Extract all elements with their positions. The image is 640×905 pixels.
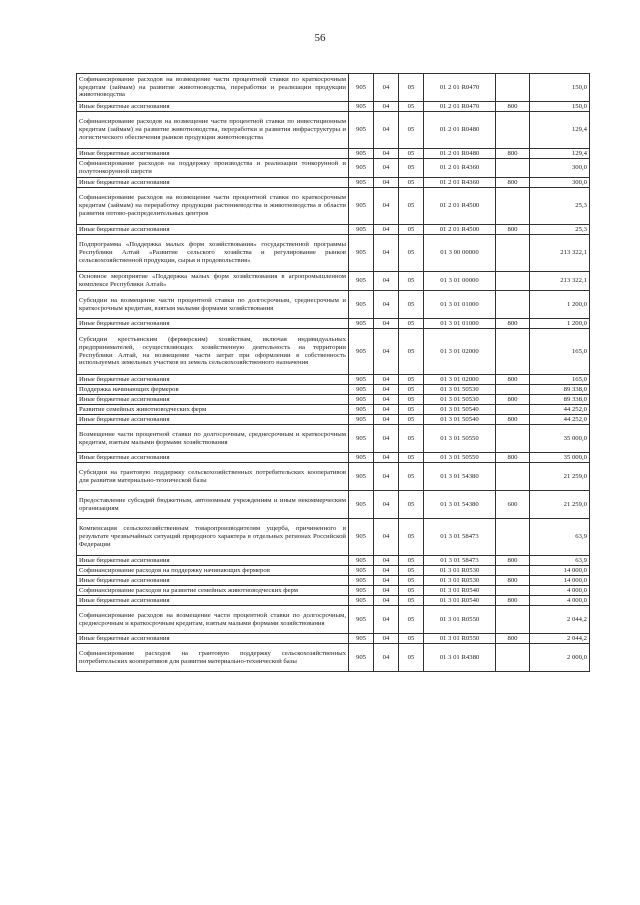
row-subsection-code: 05 <box>399 586 424 596</box>
row-subsection-code: 05 <box>399 556 424 566</box>
table-row <box>77 375 590 385</box>
table-row <box>77 385 590 395</box>
row-amount: 2 044,2 <box>530 634 590 644</box>
row-amount: 89 338,0 <box>530 385 590 395</box>
row-expense-type-code: 800 <box>496 556 530 566</box>
row-subsection-code: 05 <box>399 415 424 425</box>
row-name: Иные бюджетные ассигнования <box>77 576 349 586</box>
row-target-code: 01 3 01 50540 <box>424 405 496 415</box>
table-row <box>77 395 590 405</box>
row-expense-type-code: 600 <box>496 491 530 519</box>
row-section-code: 04 <box>374 188 399 225</box>
row-section-code: 04 <box>374 102 399 112</box>
row-name: Подпрограмма «Поддержка малых форм хозяйствования» государственной программы Республики Алтай «Развитие сельского хозяйства и регулирование рынков сельскохозяйственной продукции, сырья и продовольствия» <box>77 235 349 272</box>
row-target-code: 01 2 01 R4500 <box>424 188 496 225</box>
row-amount: 89 338,0 <box>530 395 590 405</box>
row-ministry-code: 905 <box>349 425 374 453</box>
row-target-code: 01 3 01 R4380 <box>424 644 496 672</box>
row-amount: 165,0 <box>530 375 590 385</box>
row-target-code: 01 3 01 R0530 <box>424 576 496 586</box>
row-expense-type-code <box>496 159 530 178</box>
table-row <box>77 112 590 149</box>
table-row <box>77 235 590 272</box>
row-target-code: 01 2 01 R0470 <box>424 74 496 102</box>
row-target-code: 01 2 01 R4500 <box>424 225 496 235</box>
row-section-code: 04 <box>374 519 399 556</box>
row-amount: 25,3 <box>530 225 590 235</box>
row-target-code: 01 3 01 50540 <box>424 415 496 425</box>
row-expense-type-code: 800 <box>496 634 530 644</box>
row-expense-type-code <box>496 463 530 491</box>
row-subsection-code: 05 <box>399 425 424 453</box>
row-ministry-code: 905 <box>349 188 374 225</box>
row-name: Субсидии на грантовую поддержку сельскохозяйственных потребительских кооперативов для развития материально-технической базы <box>77 463 349 491</box>
row-section-code: 04 <box>374 225 399 235</box>
row-subsection-code: 05 <box>399 453 424 463</box>
table-row <box>77 272 590 291</box>
row-expense-type-code: 800 <box>496 395 530 405</box>
row-ministry-code: 905 <box>349 453 374 463</box>
row-name: Компенсация сельскохозяйственным товаропроизводителям ущерба, причиненного в результате чрезвычайных ситуаций природного характера в отдельных регионах Российской Федерации <box>77 519 349 556</box>
row-ministry-code: 905 <box>349 291 374 319</box>
row-subsection-code: 05 <box>399 644 424 672</box>
row-section-code: 04 <box>374 395 399 405</box>
row-amount: 63,9 <box>530 519 590 556</box>
row-expense-type-code: 800 <box>496 319 530 329</box>
row-target-code: 01 2 01 R0470 <box>424 102 496 112</box>
row-ministry-code: 905 <box>349 405 374 415</box>
row-subsection-code: 05 <box>399 395 424 405</box>
row-amount: 35 000,0 <box>530 453 590 463</box>
row-section-code: 04 <box>374 576 399 586</box>
row-subsection-code: 05 <box>399 405 424 415</box>
row-amount: 129,4 <box>530 149 590 159</box>
row-target-code: 01 3 01 R0540 <box>424 586 496 596</box>
row-name: Возмещение части процентной ставки по долгосрочным, среднесрочным и краткосрочным кредитам, взятым малыми формами хозяйствования <box>77 425 349 453</box>
row-section-code: 04 <box>374 319 399 329</box>
row-amount: 1 200,0 <box>530 319 590 329</box>
row-ministry-code: 905 <box>349 74 374 102</box>
row-subsection-code: 05 <box>399 149 424 159</box>
row-expense-type-code: 800 <box>496 102 530 112</box>
row-expense-type-code: 800 <box>496 596 530 606</box>
table-body <box>77 74 590 672</box>
row-expense-type-code <box>496 425 530 453</box>
row-expense-type-code <box>496 385 530 395</box>
row-name: Иные бюджетные ассигнования <box>77 634 349 644</box>
row-section-code: 04 <box>374 291 399 319</box>
row-subsection-code: 05 <box>399 159 424 178</box>
row-name: Софинансирование расходов на грантовую поддержку сельскохозяйственных потребительских кооперативов для развития материально-технической базы <box>77 644 349 672</box>
row-ministry-code: 905 <box>349 329 374 375</box>
row-section-code: 04 <box>374 159 399 178</box>
row-name: Иные бюджетные ассигнования <box>77 453 349 463</box>
row-subsection-code: 05 <box>399 319 424 329</box>
row-name: Софинансирование расходов на развитие семейных животноводческих ферм <box>77 586 349 596</box>
row-expense-type-code <box>496 188 530 225</box>
row-name: Иные бюджетные ассигнования <box>77 319 349 329</box>
row-target-code: 01 3 01 50530 <box>424 385 496 395</box>
row-ministry-code: 905 <box>349 606 374 634</box>
row-subsection-code: 05 <box>399 235 424 272</box>
row-amount: 300,0 <box>530 178 590 188</box>
row-amount: 14 000,0 <box>530 576 590 586</box>
row-ministry-code: 905 <box>349 644 374 672</box>
row-name: Иные бюджетные ассигнования <box>77 178 349 188</box>
row-name: Субсидии крестьянским (фермерским) хозяйствам, включая индивидуальных предпринимателей, осуществляющих хозяйственную деятельность на территории Республики Алтай, на возмещение части затрат при оформлении в собственность используемых земельных участков из земель сельскохозяйственного назначения <box>77 329 349 375</box>
row-amount: 2 044,2 <box>530 606 590 634</box>
row-name: Иные бюджетные ассигнования <box>77 149 349 159</box>
row-ministry-code: 905 <box>349 385 374 395</box>
row-subsection-code: 05 <box>399 74 424 102</box>
row-amount: 129,4 <box>530 112 590 149</box>
row-expense-type-code <box>496 112 530 149</box>
row-name: Основное мероприятие «Поддержка малых форм хозяйствования в агропромышленном комплексе Республики Алтай» <box>77 272 349 291</box>
row-expense-type-code <box>496 74 530 102</box>
table-row <box>77 225 590 235</box>
row-section-code: 04 <box>374 596 399 606</box>
table-row <box>77 102 590 112</box>
row-ministry-code: 905 <box>349 415 374 425</box>
table-row <box>77 519 590 556</box>
table-row <box>77 405 590 415</box>
row-section-code: 04 <box>374 385 399 395</box>
row-amount: 21 259,0 <box>530 463 590 491</box>
row-section-code: 04 <box>374 375 399 385</box>
row-section-code: 04 <box>374 566 399 576</box>
row-target-code: 01 3 01 02000 <box>424 329 496 375</box>
row-ministry-code: 905 <box>349 102 374 112</box>
row-subsection-code: 05 <box>399 606 424 634</box>
row-amount: 213 322,1 <box>530 272 590 291</box>
row-target-code: 01 3 01 01000 <box>424 319 496 329</box>
row-subsection-code: 05 <box>399 519 424 556</box>
table-row <box>77 463 590 491</box>
row-amount: 1 200,0 <box>530 291 590 319</box>
row-ministry-code: 905 <box>349 634 374 644</box>
row-ministry-code: 905 <box>349 235 374 272</box>
table-row <box>77 159 590 178</box>
budget-table <box>76 73 590 672</box>
row-subsection-code: 05 <box>399 188 424 225</box>
row-amount: 2 000,0 <box>530 644 590 672</box>
row-section-code: 04 <box>374 556 399 566</box>
row-target-code: 01 3 01 00000 <box>424 272 496 291</box>
row-ministry-code: 905 <box>349 586 374 596</box>
row-subsection-code: 05 <box>399 272 424 291</box>
row-ministry-code: 905 <box>349 375 374 385</box>
row-target-code: 01 3 01 54380 <box>424 463 496 491</box>
row-expense-type-code <box>496 644 530 672</box>
row-amount: 25,3 <box>530 188 590 225</box>
row-ministry-code: 905 <box>349 395 374 405</box>
row-expense-type-code: 800 <box>496 149 530 159</box>
row-target-code: 01 3 00 00000 <box>424 235 496 272</box>
table-row <box>77 291 590 319</box>
row-target-code: 01 3 01 58473 <box>424 556 496 566</box>
row-name: Иные бюджетные ассигнования <box>77 102 349 112</box>
row-target-code: 01 3 01 R0550 <box>424 606 496 634</box>
row-amount: 4 000,0 <box>530 586 590 596</box>
table-row <box>77 491 590 519</box>
table-row <box>77 644 590 672</box>
row-ministry-code: 905 <box>349 491 374 519</box>
row-section-code: 04 <box>374 425 399 453</box>
row-name: Иные бюджетные ассигнования <box>77 225 349 235</box>
row-expense-type-code <box>496 329 530 375</box>
row-ministry-code: 905 <box>349 272 374 291</box>
table-row <box>77 576 590 586</box>
row-ministry-code: 905 <box>349 463 374 491</box>
row-ministry-code: 905 <box>349 159 374 178</box>
row-expense-type-code: 800 <box>496 375 530 385</box>
row-target-code: 01 3 01 R0540 <box>424 596 496 606</box>
table-row <box>77 566 590 576</box>
table-row <box>77 596 590 606</box>
row-section-code: 04 <box>374 74 399 102</box>
row-amount: 150,0 <box>530 102 590 112</box>
table-row <box>77 188 590 225</box>
row-subsection-code: 05 <box>399 566 424 576</box>
row-expense-type-code: 800 <box>496 225 530 235</box>
row-amount: 44 252,0 <box>530 415 590 425</box>
row-subsection-code: 05 <box>399 225 424 235</box>
row-subsection-code: 05 <box>399 596 424 606</box>
row-expense-type-code <box>496 272 530 291</box>
row-subsection-code: 05 <box>399 102 424 112</box>
row-subsection-code: 05 <box>399 329 424 375</box>
row-expense-type-code: 800 <box>496 576 530 586</box>
row-target-code: 01 3 01 50530 <box>424 395 496 405</box>
row-section-code: 04 <box>374 415 399 425</box>
row-section-code: 04 <box>374 463 399 491</box>
row-name: Иные бюджетные ассигнования <box>77 395 349 405</box>
row-name: Развитие семейных животноводческих ферм <box>77 405 349 415</box>
row-target-code: 01 3 01 R0530 <box>424 566 496 576</box>
row-target-code: 01 3 01 58473 <box>424 519 496 556</box>
table-row <box>77 149 590 159</box>
row-ministry-code: 905 <box>349 596 374 606</box>
row-expense-type-code: 800 <box>496 415 530 425</box>
row-target-code: 01 3 01 54380 <box>424 491 496 519</box>
row-expense-type-code: 800 <box>496 453 530 463</box>
row-amount: 150,0 <box>530 74 590 102</box>
row-target-code: 01 2 01 R0480 <box>424 149 496 159</box>
row-ministry-code: 905 <box>349 556 374 566</box>
row-expense-type-code <box>496 235 530 272</box>
row-target-code: 01 3 01 02000 <box>424 375 496 385</box>
row-target-code: 01 2 01 R4360 <box>424 159 496 178</box>
row-section-code: 04 <box>374 149 399 159</box>
row-expense-type-code <box>496 586 530 596</box>
row-amount: 35 000,0 <box>530 425 590 453</box>
row-target-code: 01 3 01 01000 <box>424 291 496 319</box>
row-name: Софинансирование расходов на возмещение части процентной ставки по краткосрочным кредитам (займам) на развитие животноводства, переработки и реализации продукции животноводства <box>77 74 349 102</box>
row-target-code: 01 2 01 R0480 <box>424 112 496 149</box>
row-name: Софинансирование расходов на возмещение части процентной ставки по инвестиционным кредитам (займам) на развитие животноводства, переработки и развития инфраструктуры и логистического обеспечения рынков продукции животноводства <box>77 112 349 149</box>
row-target-code: 01 3 01 R0550 <box>424 634 496 644</box>
row-section-code: 04 <box>374 491 399 519</box>
table-row <box>77 586 590 596</box>
row-name: Софинансирование расходов на поддержку начинающих фермеров <box>77 566 349 576</box>
row-name: Предоставление субсидий бюджетным, автономным учреждениям и иным некоммерческим организациям <box>77 491 349 519</box>
row-target-code: 01 3 01 50550 <box>424 425 496 453</box>
row-amount: 4 000,0 <box>530 596 590 606</box>
row-subsection-code: 05 <box>399 178 424 188</box>
row-subsection-code: 05 <box>399 463 424 491</box>
row-section-code: 04 <box>374 329 399 375</box>
row-subsection-code: 05 <box>399 491 424 519</box>
table-row <box>77 319 590 329</box>
row-section-code: 04 <box>374 112 399 149</box>
row-expense-type-code <box>496 291 530 319</box>
row-name: Софинансирование расходов на возмещение части процентной ставки по долгосрочным, среднесрочным и краткосрочным кредитам, взятым малыми формами хозяйствования <box>77 606 349 634</box>
table-row <box>77 556 590 566</box>
row-name: Иные бюджетные ассигнования <box>77 596 349 606</box>
row-ministry-code: 905 <box>349 149 374 159</box>
row-ministry-code: 905 <box>349 225 374 235</box>
row-subsection-code: 05 <box>399 576 424 586</box>
row-section-code: 04 <box>374 453 399 463</box>
row-section-code: 04 <box>374 405 399 415</box>
table-row <box>77 74 590 102</box>
row-name: Софинансирование расходов на возмещение части процентной ставки по краткосрочным кредитам (займам) на переработку продукции растениеводства и животноводства в области развития оптово-распределительных центров <box>77 188 349 225</box>
row-section-code: 04 <box>374 272 399 291</box>
row-target-code: 01 2 01 R4360 <box>424 178 496 188</box>
row-name: Иные бюджетные ассигнования <box>77 415 349 425</box>
row-subsection-code: 05 <box>399 375 424 385</box>
row-section-code: 04 <box>374 606 399 634</box>
table-row <box>77 453 590 463</box>
row-amount: 165,0 <box>530 329 590 375</box>
row-amount: 44 252,0 <box>530 405 590 415</box>
table-row <box>77 329 590 375</box>
row-subsection-code: 05 <box>399 385 424 395</box>
row-name: Иные бюджетные ассигнования <box>77 375 349 385</box>
row-ministry-code: 905 <box>349 519 374 556</box>
row-section-code: 04 <box>374 644 399 672</box>
row-section-code: 04 <box>374 178 399 188</box>
row-amount: 21 259,0 <box>530 491 590 519</box>
row-ministry-code: 905 <box>349 566 374 576</box>
row-name: Субсидии на возмещение части процентной ставки по долгосрочным, среднесрочным и краткосрочным кредитам, взятым малыми формами хозяйствования <box>77 291 349 319</box>
row-amount: 63,9 <box>530 556 590 566</box>
row-name: Поддержка начинающих фермеров <box>77 385 349 395</box>
row-ministry-code: 905 <box>349 319 374 329</box>
row-ministry-code: 905 <box>349 576 374 586</box>
row-amount: 300,0 <box>530 159 590 178</box>
row-subsection-code: 05 <box>399 634 424 644</box>
row-expense-type-code <box>496 405 530 415</box>
row-target-code: 01 3 01 50550 <box>424 453 496 463</box>
row-ministry-code: 905 <box>349 178 374 188</box>
page-number: 56 <box>314 32 326 44</box>
row-amount: 14 000,0 <box>530 566 590 576</box>
table-row <box>77 425 590 453</box>
row-section-code: 04 <box>374 235 399 272</box>
row-expense-type-code <box>496 566 530 576</box>
table-row <box>77 606 590 634</box>
table-row <box>77 415 590 425</box>
row-expense-type-code <box>496 519 530 556</box>
row-section-code: 04 <box>374 634 399 644</box>
table-row <box>77 178 590 188</box>
row-amount: 213 322,1 <box>530 235 590 272</box>
row-subsection-code: 05 <box>399 291 424 319</box>
row-section-code: 04 <box>374 586 399 596</box>
row-ministry-code: 905 <box>349 112 374 149</box>
table-row <box>77 634 590 644</box>
row-expense-type-code: 800 <box>496 178 530 188</box>
row-expense-type-code <box>496 606 530 634</box>
row-name: Софинансирование расходов на поддержку производства и реализации тонкорунной и полутонкорунной шерсти <box>77 159 349 178</box>
row-subsection-code: 05 <box>399 112 424 149</box>
row-name: Иные бюджетные ассигнования <box>77 556 349 566</box>
